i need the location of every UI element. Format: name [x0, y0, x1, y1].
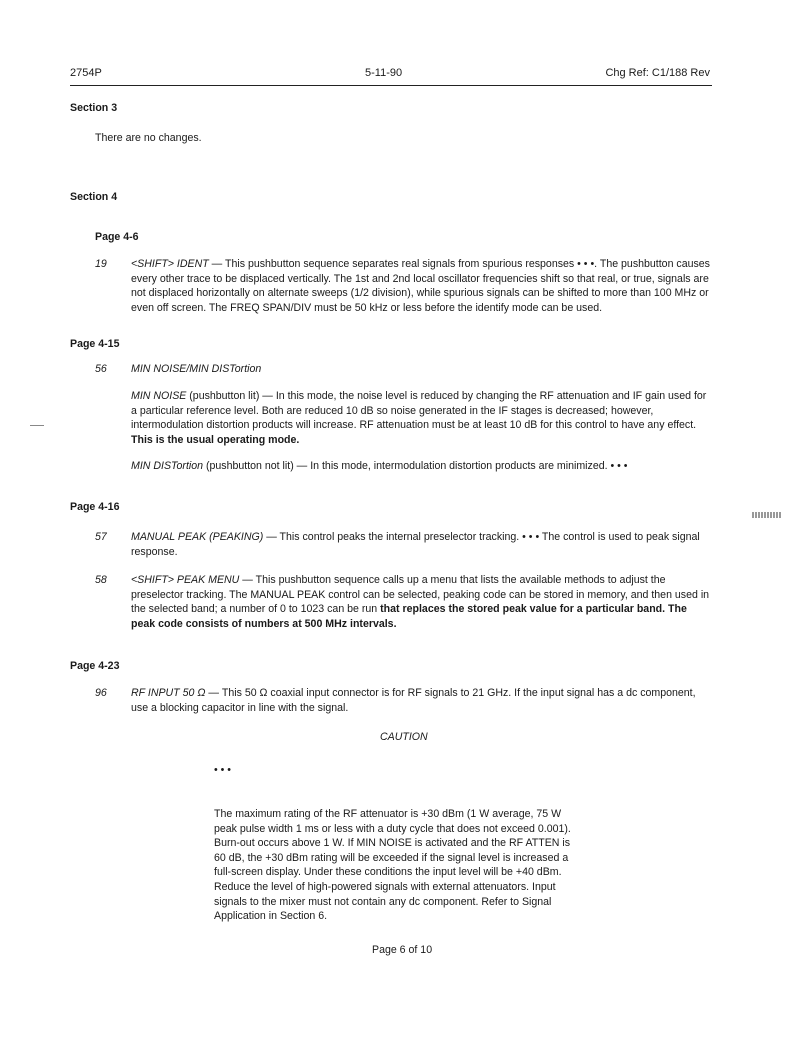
section-3-title: Section 3 [70, 102, 118, 114]
item-56-title: MIN NOISE/MIN DISTortion [131, 363, 262, 375]
change-reference: Chg Ref: C1/188 Rev [605, 67, 710, 79]
item-58-paragraph [131, 573, 713, 631]
section-4-title: Section 4 [70, 191, 118, 203]
item-96-number: 96 [95, 687, 107, 699]
item-19-paragraph [131, 257, 713, 315]
item-58-text: — This pushbutton sequence calls up a menu that lists the available methods to adjust the preselector tracking. The MANUAL PEAK control can be selected, peaking code can be stored in memory, and then used in the selected band; a number of 0 to 1023 can be run [131, 574, 710, 616]
item-19-number: 19 [95, 258, 107, 270]
min-noise-text: (pushbutton lit) — In this mode, the noise level is reduced by changing the RF attenuation and IF gain used for a particular reference level. Both are reduced 10 dB so noise generated in the IF stages is decreased; however, intermodulation distortion products will increase. RF attenuation must be at least 10 dB for this control to have any effect. [131, 390, 707, 432]
item-19-text: — This pushbutton sequence separates real signals from spurious responses • • •. The pushbutton causes every other trace to be displaced vertically. The 1st and 2nd local oscillator frequencies shift so that real, or true, signals are not displaced horizontally on alternate sweeps (1/2 division), while spurious signals can be shifted to more than 100 MHz or even off screen. The FREQ SPAN/DIV must be 50 kHz or less before the identify mode can be used. [131, 258, 710, 314]
min-noise-label: MIN NOISE [131, 390, 187, 402]
page-4-23-heading: Page 4-23 [70, 660, 120, 672]
min-distortion-label: MIN DISTortion [131, 460, 204, 472]
item-58-title: <SHIFT> PEAK MENU [131, 574, 240, 586]
caution-title: CAUTION [380, 731, 428, 743]
scan-mark-left [30, 425, 44, 426]
item-57-title: MANUAL PEAK (PEAKING) [131, 531, 264, 543]
item-58-emphasis: that replaces the stored peak value for a particular band. The peak code consists of numbers at 500 MHz intervals. [131, 603, 687, 630]
item-56-number: 56 [95, 363, 107, 375]
page-number: Page 6 of 10 [372, 944, 433, 956]
page-4-16-heading: Page 4-16 [70, 501, 120, 513]
item-57-number: 57 [95, 531, 107, 543]
item-58-number: 58 [95, 574, 107, 586]
item-96-text: — This 50 Ω coaxial input connector is for RF signals to 21 GHz. If the input signal has a dc component, use a blocking capacitor in line with the signal. [131, 687, 696, 714]
min-distortion-paragraph [131, 459, 713, 474]
item-96-paragraph [131, 686, 713, 715]
item-19-title: <SHIFT> IDENT [131, 258, 209, 270]
page-4-6-heading: Page 4-6 [95, 231, 139, 243]
page-4-15-heading: Page 4-15 [70, 338, 120, 350]
min-distortion-text: (pushbutton not lit) — In this mode, intermodulation distortion products are minimized. • • • [203, 460, 628, 472]
min-noise-emphasis: This is the usual operating mode. [131, 433, 300, 446]
scan-mark-right [752, 512, 782, 518]
caution-ellipsis: • • • [214, 764, 232, 776]
doc-id: 2754P [70, 67, 102, 79]
caution-text: The maximum rating of the RF attenuator is +30 dBm (1 W average, 75 W peak pulse width 1 ms or less with a duty cycle that does not exceed 0.001). Burn-out occurs above 1 W. If MIN NOISE is activated and the RF ATTEN is 60 dB, the +30 dBm rating will be exceeded if the signal level is increased a full-screen display. Under these conditions the input level will be +40 dBm. Reduce the level of high-powered signals with external attenuators. Input signals to the mixer must not contain any dc component. Refer to Signal Application in Section 6. [214, 808, 571, 923]
header-rule [70, 85, 712, 86]
doc-date: 5-11-90 [365, 67, 403, 79]
item-57-text: — This control peaks the internal preselector tracking. • • • The control is used to peak signal response. [131, 531, 700, 558]
section-3-text: There are no changes. [95, 132, 202, 144]
item-96-title: RF INPUT 50 Ω [131, 687, 206, 699]
min-noise-paragraph [131, 389, 713, 447]
item-57-paragraph [131, 530, 713, 559]
